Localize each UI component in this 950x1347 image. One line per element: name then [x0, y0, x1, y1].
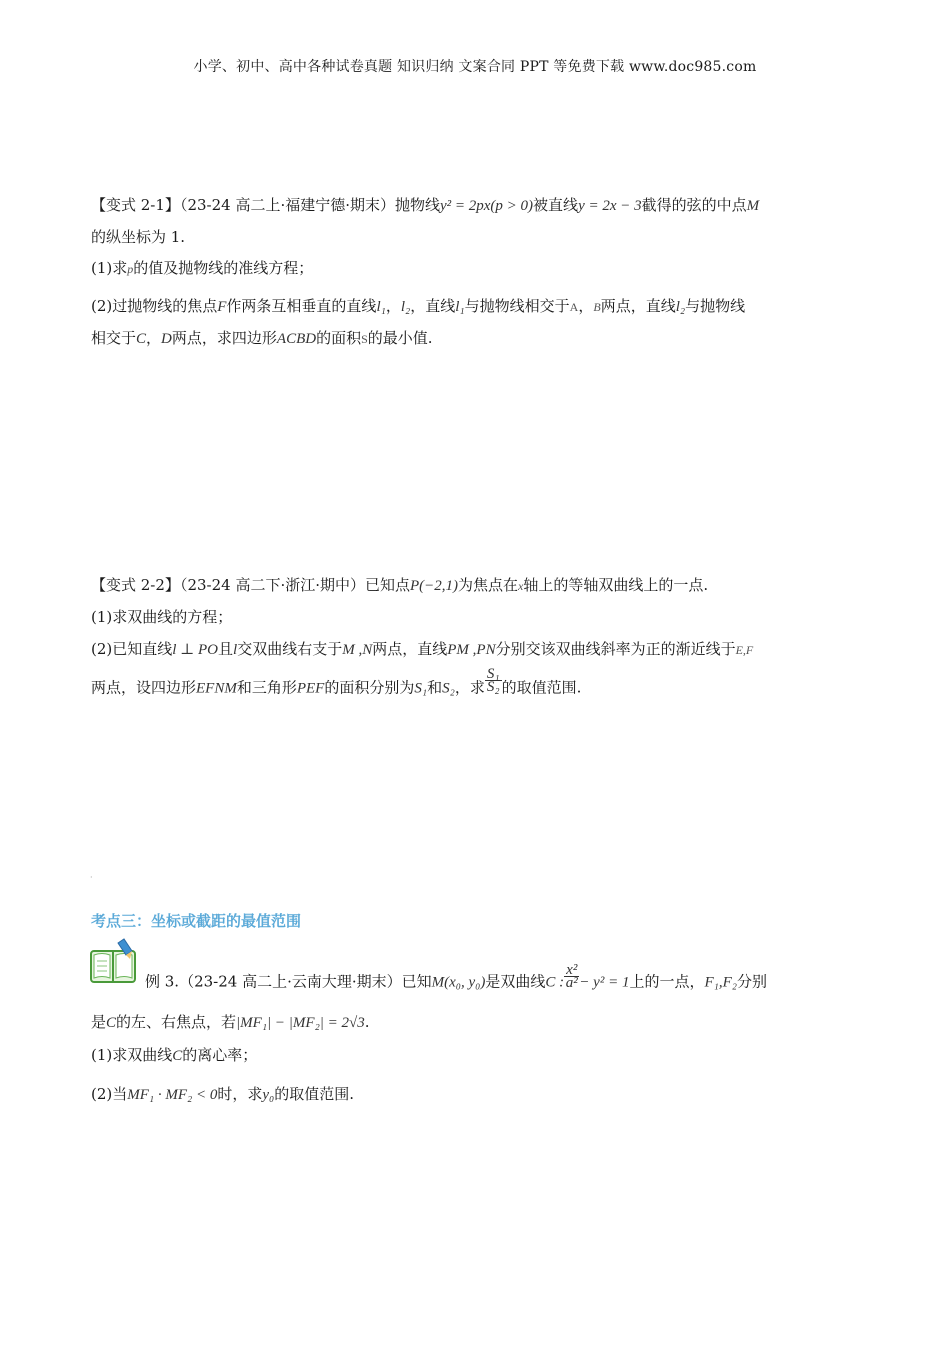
- point-m: M: [746, 198, 760, 214]
- curve-c: C: [106, 1015, 117, 1031]
- text: .: [364, 1013, 370, 1031]
- text: ，求: [454, 678, 485, 697]
- text: 时，求: [217, 1085, 263, 1103]
- var-p: p: [127, 262, 134, 276]
- curve-c: C: [172, 1048, 183, 1064]
- points-ef: E,F: [735, 643, 754, 657]
- text: 被直线: [533, 196, 579, 214]
- fraction-denominator: S₂: [486, 679, 500, 695]
- triangle-pef: PEF: [296, 680, 325, 697]
- text: 截得的弦的中点: [641, 196, 747, 214]
- area-s2: S₂: [442, 680, 455, 697]
- hyperbola-rest: − y² = 1: [579, 974, 630, 991]
- text: (1)求: [91, 259, 128, 277]
- text: (1)求双曲线: [91, 1046, 173, 1064]
- line-l1: l₁: [376, 299, 386, 315]
- line-l: l: [233, 642, 238, 658]
- points-mn: M ,N: [342, 642, 373, 658]
- point-c: C: [136, 331, 147, 347]
- dot-product-condition: MF₁ · MF₂ < 0: [127, 1087, 218, 1103]
- text: 作两条互相垂直的直线: [226, 297, 377, 315]
- text: 的面积: [316, 329, 362, 347]
- fraction-numerator: x²: [566, 962, 578, 978]
- text: ，: [146, 329, 162, 347]
- text: 的取值范围.: [501, 678, 582, 697]
- text: 与抛物线: [685, 297, 746, 315]
- parabola-equation: y² = 2px(p > 0): [440, 198, 534, 214]
- text: (2)已知直线: [91, 640, 173, 658]
- page-header: 小学、初中、高中各种试卷真题 知识归纳 文案合同 PPT 等免费下载 www.doc985.com: [193, 59, 757, 75]
- text: 的值及抛物线的准线方程；: [133, 259, 314, 277]
- text: 是: [91, 1013, 107, 1031]
- hyperbola-fraction: [564, 964, 579, 989]
- text: (2)当: [91, 1085, 128, 1103]
- text: ，直线: [410, 297, 456, 315]
- problem-variant-2-1: [91, 196, 866, 356]
- text: 的左、右焦点，若: [116, 1013, 237, 1031]
- point-a: A: [569, 300, 579, 314]
- quadrilateral-efnm: EFNM: [196, 680, 237, 697]
- text: 两点，直线: [600, 297, 676, 315]
- text: 是双曲线: [485, 972, 546, 991]
- perp-relation: l ⊥ PO: [172, 642, 219, 658]
- foci: F₁,F₂: [704, 974, 737, 991]
- text: 上的一点，: [629, 972, 705, 991]
- text: 两点，设四边形: [91, 678, 197, 697]
- point-d: D: [161, 331, 172, 347]
- variant-tag: 【变式 2-1】: [91, 196, 180, 214]
- lines-pm-pn: PM ,PN: [447, 642, 496, 658]
- point-m: M(x₀, y₀): [431, 974, 486, 991]
- text: 相交于: [91, 329, 137, 347]
- problem-example-3-cont: [91, 1013, 866, 1113]
- example-label: 例 3.: [145, 972, 180, 991]
- text: 和三角形: [236, 678, 297, 697]
- text: 两点，求四边形: [171, 329, 277, 347]
- point-p: P(−2,1): [410, 578, 459, 594]
- ratio-fraction: [485, 668, 502, 693]
- text: ，: [578, 297, 594, 315]
- text: 交双曲线右支于: [237, 640, 343, 658]
- text-line: (1)求双曲线的方程；: [91, 608, 233, 626]
- source: （23-24 高二上·福建宁德·期末）抛物线: [179, 196, 440, 214]
- text: 为焦点在: [458, 576, 519, 594]
- variant-tag: 【变式 2-2】: [91, 576, 180, 594]
- text: 的面积分别为: [324, 678, 415, 697]
- text: 的离心率；: [182, 1046, 258, 1064]
- text: 分别交该双曲线斜率为正的渐近线于: [495, 640, 736, 658]
- area-s1: S₁: [414, 680, 428, 697]
- line-l2: l₂: [400, 299, 411, 315]
- section-title: 考点三：坐标或截距的最值范围: [91, 912, 302, 930]
- curve-c-label: C :: [545, 974, 565, 991]
- quadrilateral-acbd: ACBD: [276, 331, 317, 347]
- text: 两点，直线: [372, 640, 448, 658]
- text: (2)过抛物线的焦点: [91, 297, 218, 315]
- line-l1: l₁: [455, 299, 465, 315]
- text: 分别: [737, 972, 768, 991]
- text: 且: [218, 640, 234, 658]
- text: 的取值范围.: [274, 1085, 355, 1103]
- text: 和: [427, 678, 443, 697]
- focus-f: F: [217, 299, 227, 315]
- focal-difference: |MF₁| − |MF₂| = 2√3: [236, 1015, 365, 1031]
- source: （23-24 高二上·云南大理·期末）已知: [179, 972, 432, 991]
- text: ，: [385, 297, 401, 315]
- text: 与抛物线相交于: [464, 297, 570, 315]
- area-s: S: [361, 332, 368, 346]
- stray-dot: ·: [90, 873, 93, 882]
- text: 的最小值.: [367, 329, 433, 347]
- var-y0: y₀: [262, 1087, 275, 1103]
- fraction-numerator: S₁: [486, 666, 500, 682]
- text: 轴上的等轴双曲线上的一点.: [523, 576, 709, 594]
- line-equation: y = 2x − 3: [578, 198, 642, 214]
- var-x: x: [518, 579, 524, 593]
- problem-variant-2-2: [91, 576, 866, 726]
- book-pencil-icon: [88, 937, 140, 985]
- fraction-denominator: a²: [565, 975, 578, 991]
- source: （23-24 高二下·浙江·期中）已知点: [179, 576, 410, 594]
- text-line: 的纵坐标为 1.: [91, 228, 186, 246]
- line-l2: l₂: [675, 299, 686, 315]
- point-b: B: [593, 300, 601, 314]
